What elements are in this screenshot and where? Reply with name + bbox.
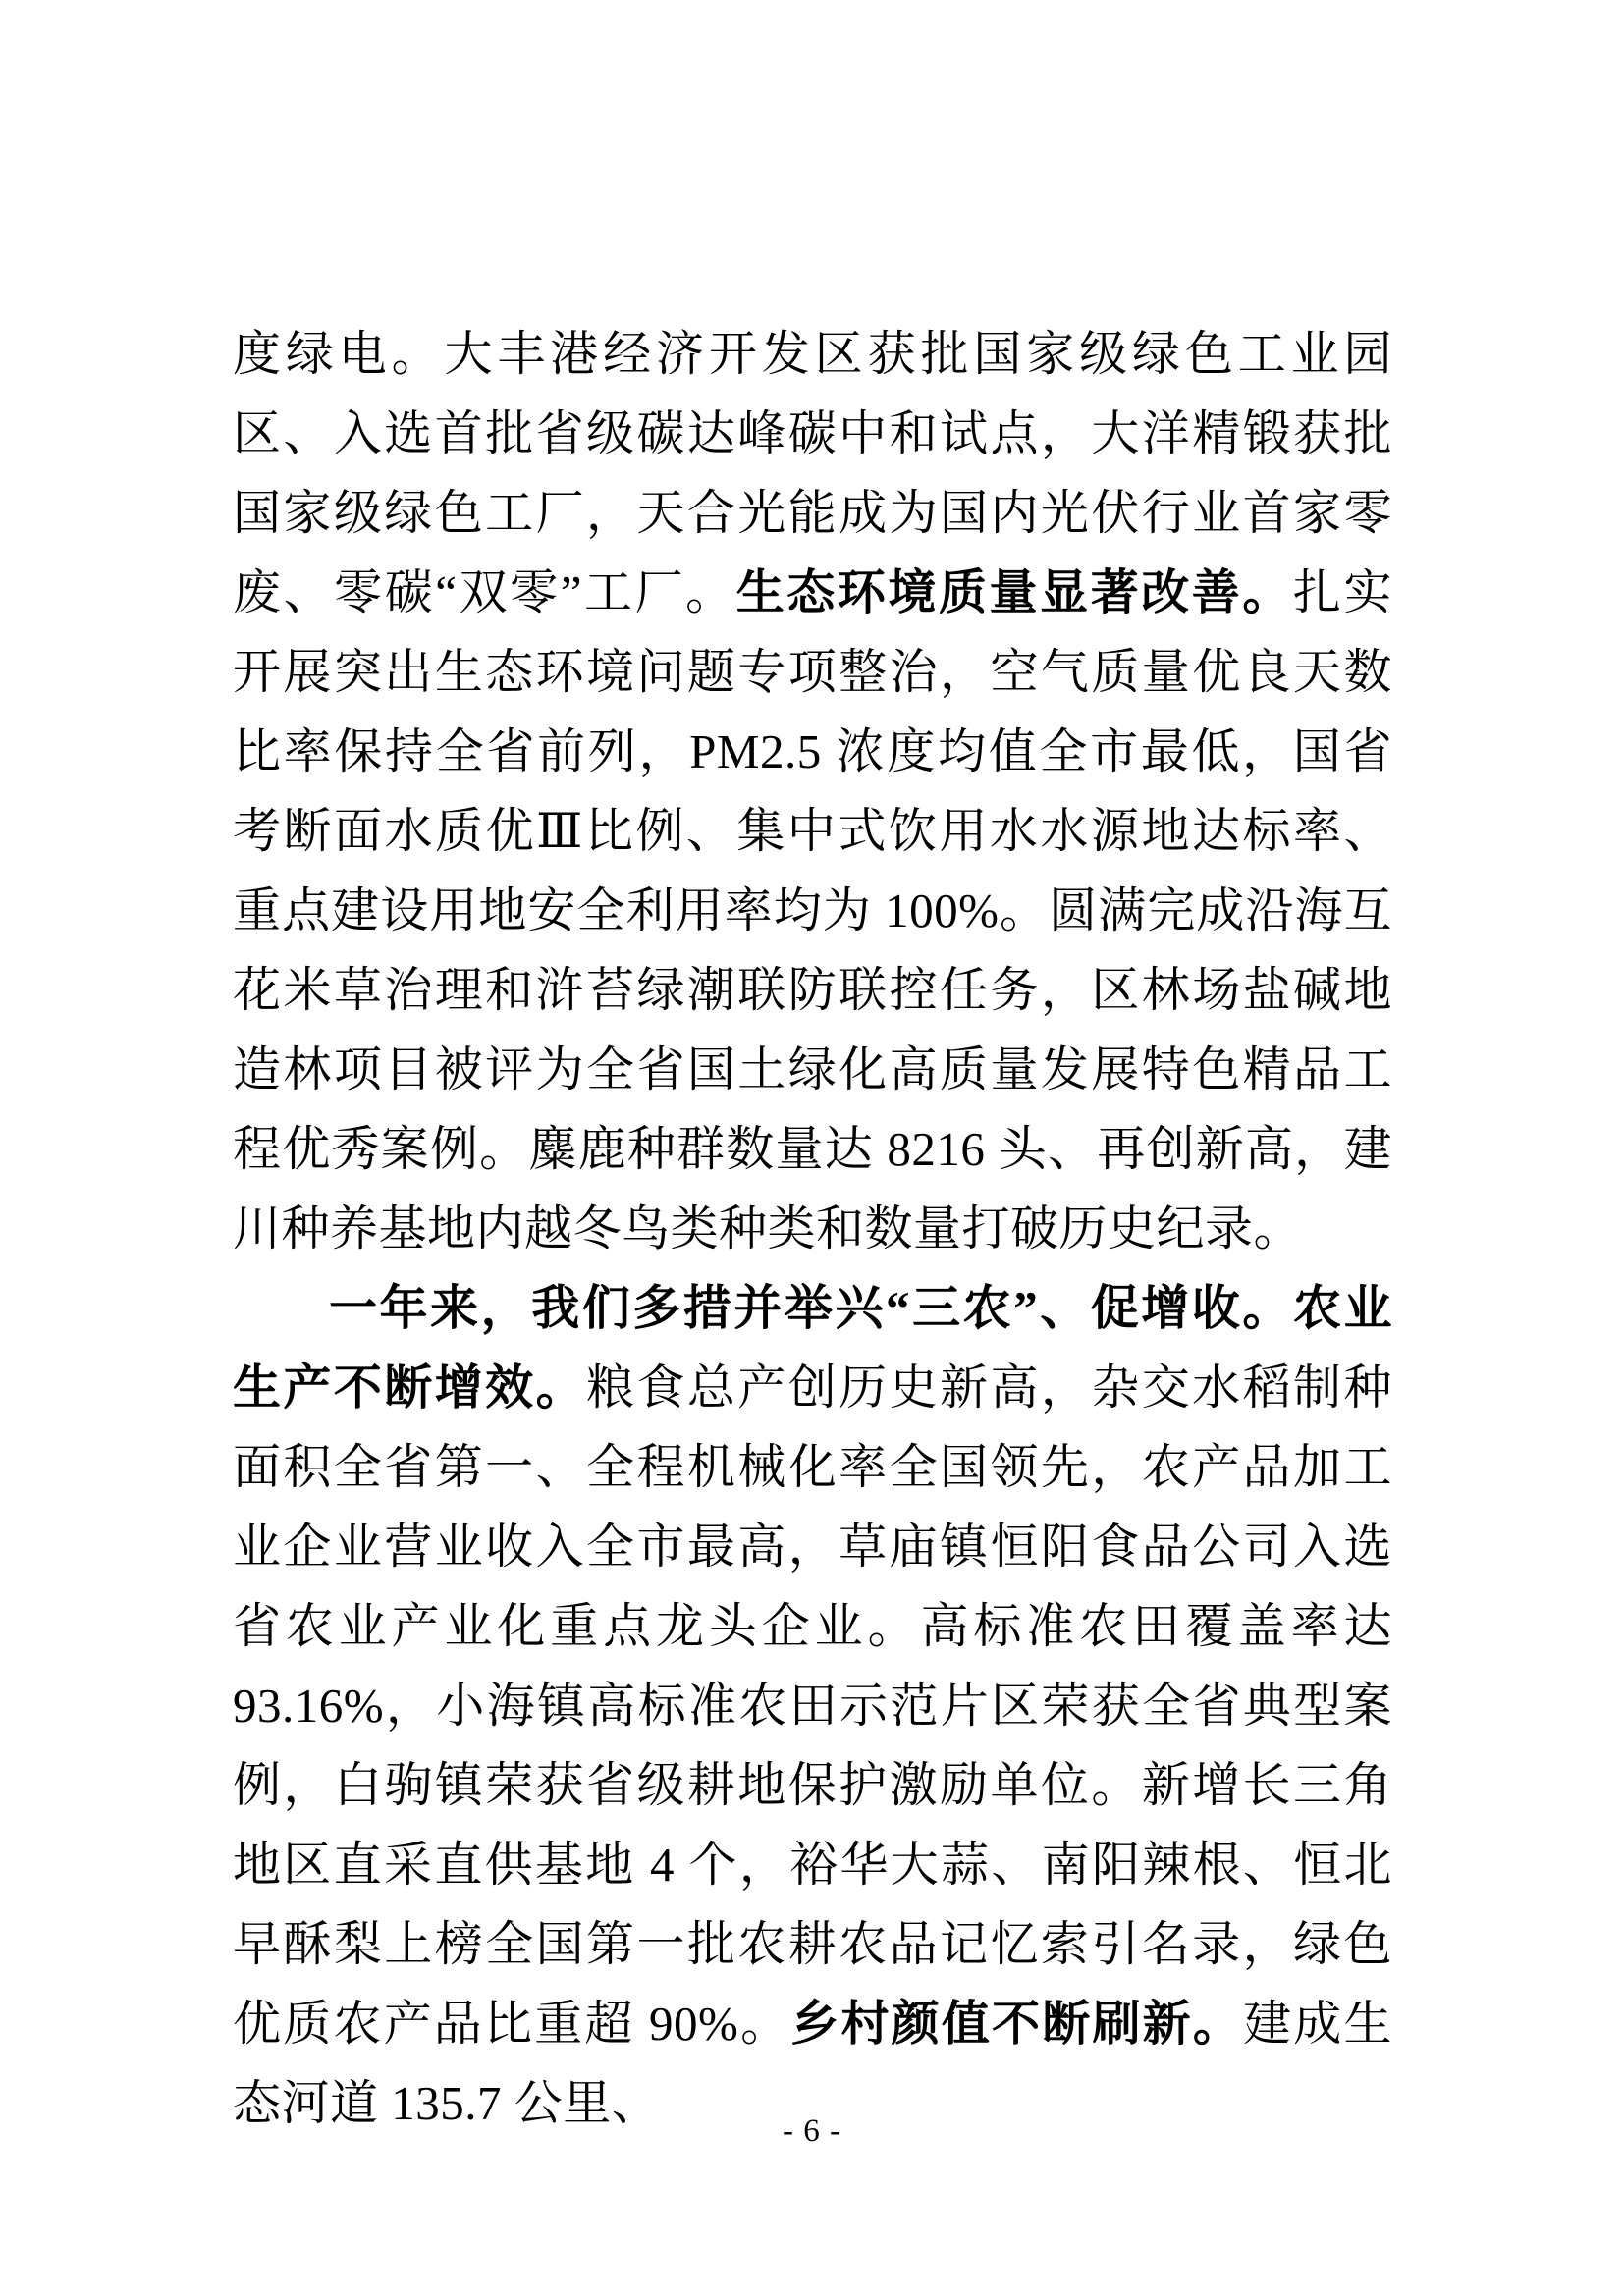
page-footer — [0, 2112, 1624, 2150]
page-number: - 6 - — [783, 2113, 841, 2149]
paragraph — [233, 314, 1392, 1268]
body-text: 度绿电。大丰港经济开发区获批国家级绿色工业园区、入选首批省级碳达峰碳中和试点，大洋精锻获批国家级绿色工厂，天合光能成为国内光伏行业首家零废、零碳“双零”工厂。 — [233, 327, 1392, 619]
body-text: 扎实开展突出生态环境问题专项整治，空气质量优良天数比率保持全省前列，PM2.5 浓度均值全市最低，国省考断面水质优Ⅲ比例、集中式饮用水水源地达标率、重点建设用地安全利用率均为 100%。圆满完成沿海互花米草治理和浒苔绿潮联防联控任务，区林场盐碱地造林项目被评为全省国土绿化高质量发展特色精品工程优秀案例。麋鹿种群数量达 8216 头、再创新高，建川种养基地内越冬鸟类种类和数量打破历史纪录。 — [233, 565, 1392, 1255]
body-text: 建成生态河道 135.7 公里、 — [233, 1997, 1392, 2130]
emphasis-text: 一年来，我们多措并举兴“三农”、促增收。农业生产不断增效。 — [233, 1281, 1392, 1415]
emphasis-text: 乡村颜值不断刷新。 — [790, 1997, 1244, 2051]
body-text: 粮食总产创历史新高，杂交水稻制种面积全省第一、全程机械化率全国领先，农产品加工业企业营业收入全市最高，草庙镇恒阳食品公司入选省农业产业化重点龙头企业。高标准农田覆盖率达 93.16%，小海镇高标准农田示范片区荣获全省典型案例，白驹镇荣获省级耕地保护激励单位。新增长三角地区直采直供基地 4 个，裕华大蒜、南阳辣根、恒北早酥梨上榜全国第一批农耕农品记忆索引名录，绿色优质农产品比重超 90%。 — [233, 1361, 1392, 2051]
emphasis-text: 生态环境质量显著改善。 — [735, 565, 1293, 619]
paragraph — [233, 1268, 1392, 2143]
text-block — [233, 314, 1392, 2143]
